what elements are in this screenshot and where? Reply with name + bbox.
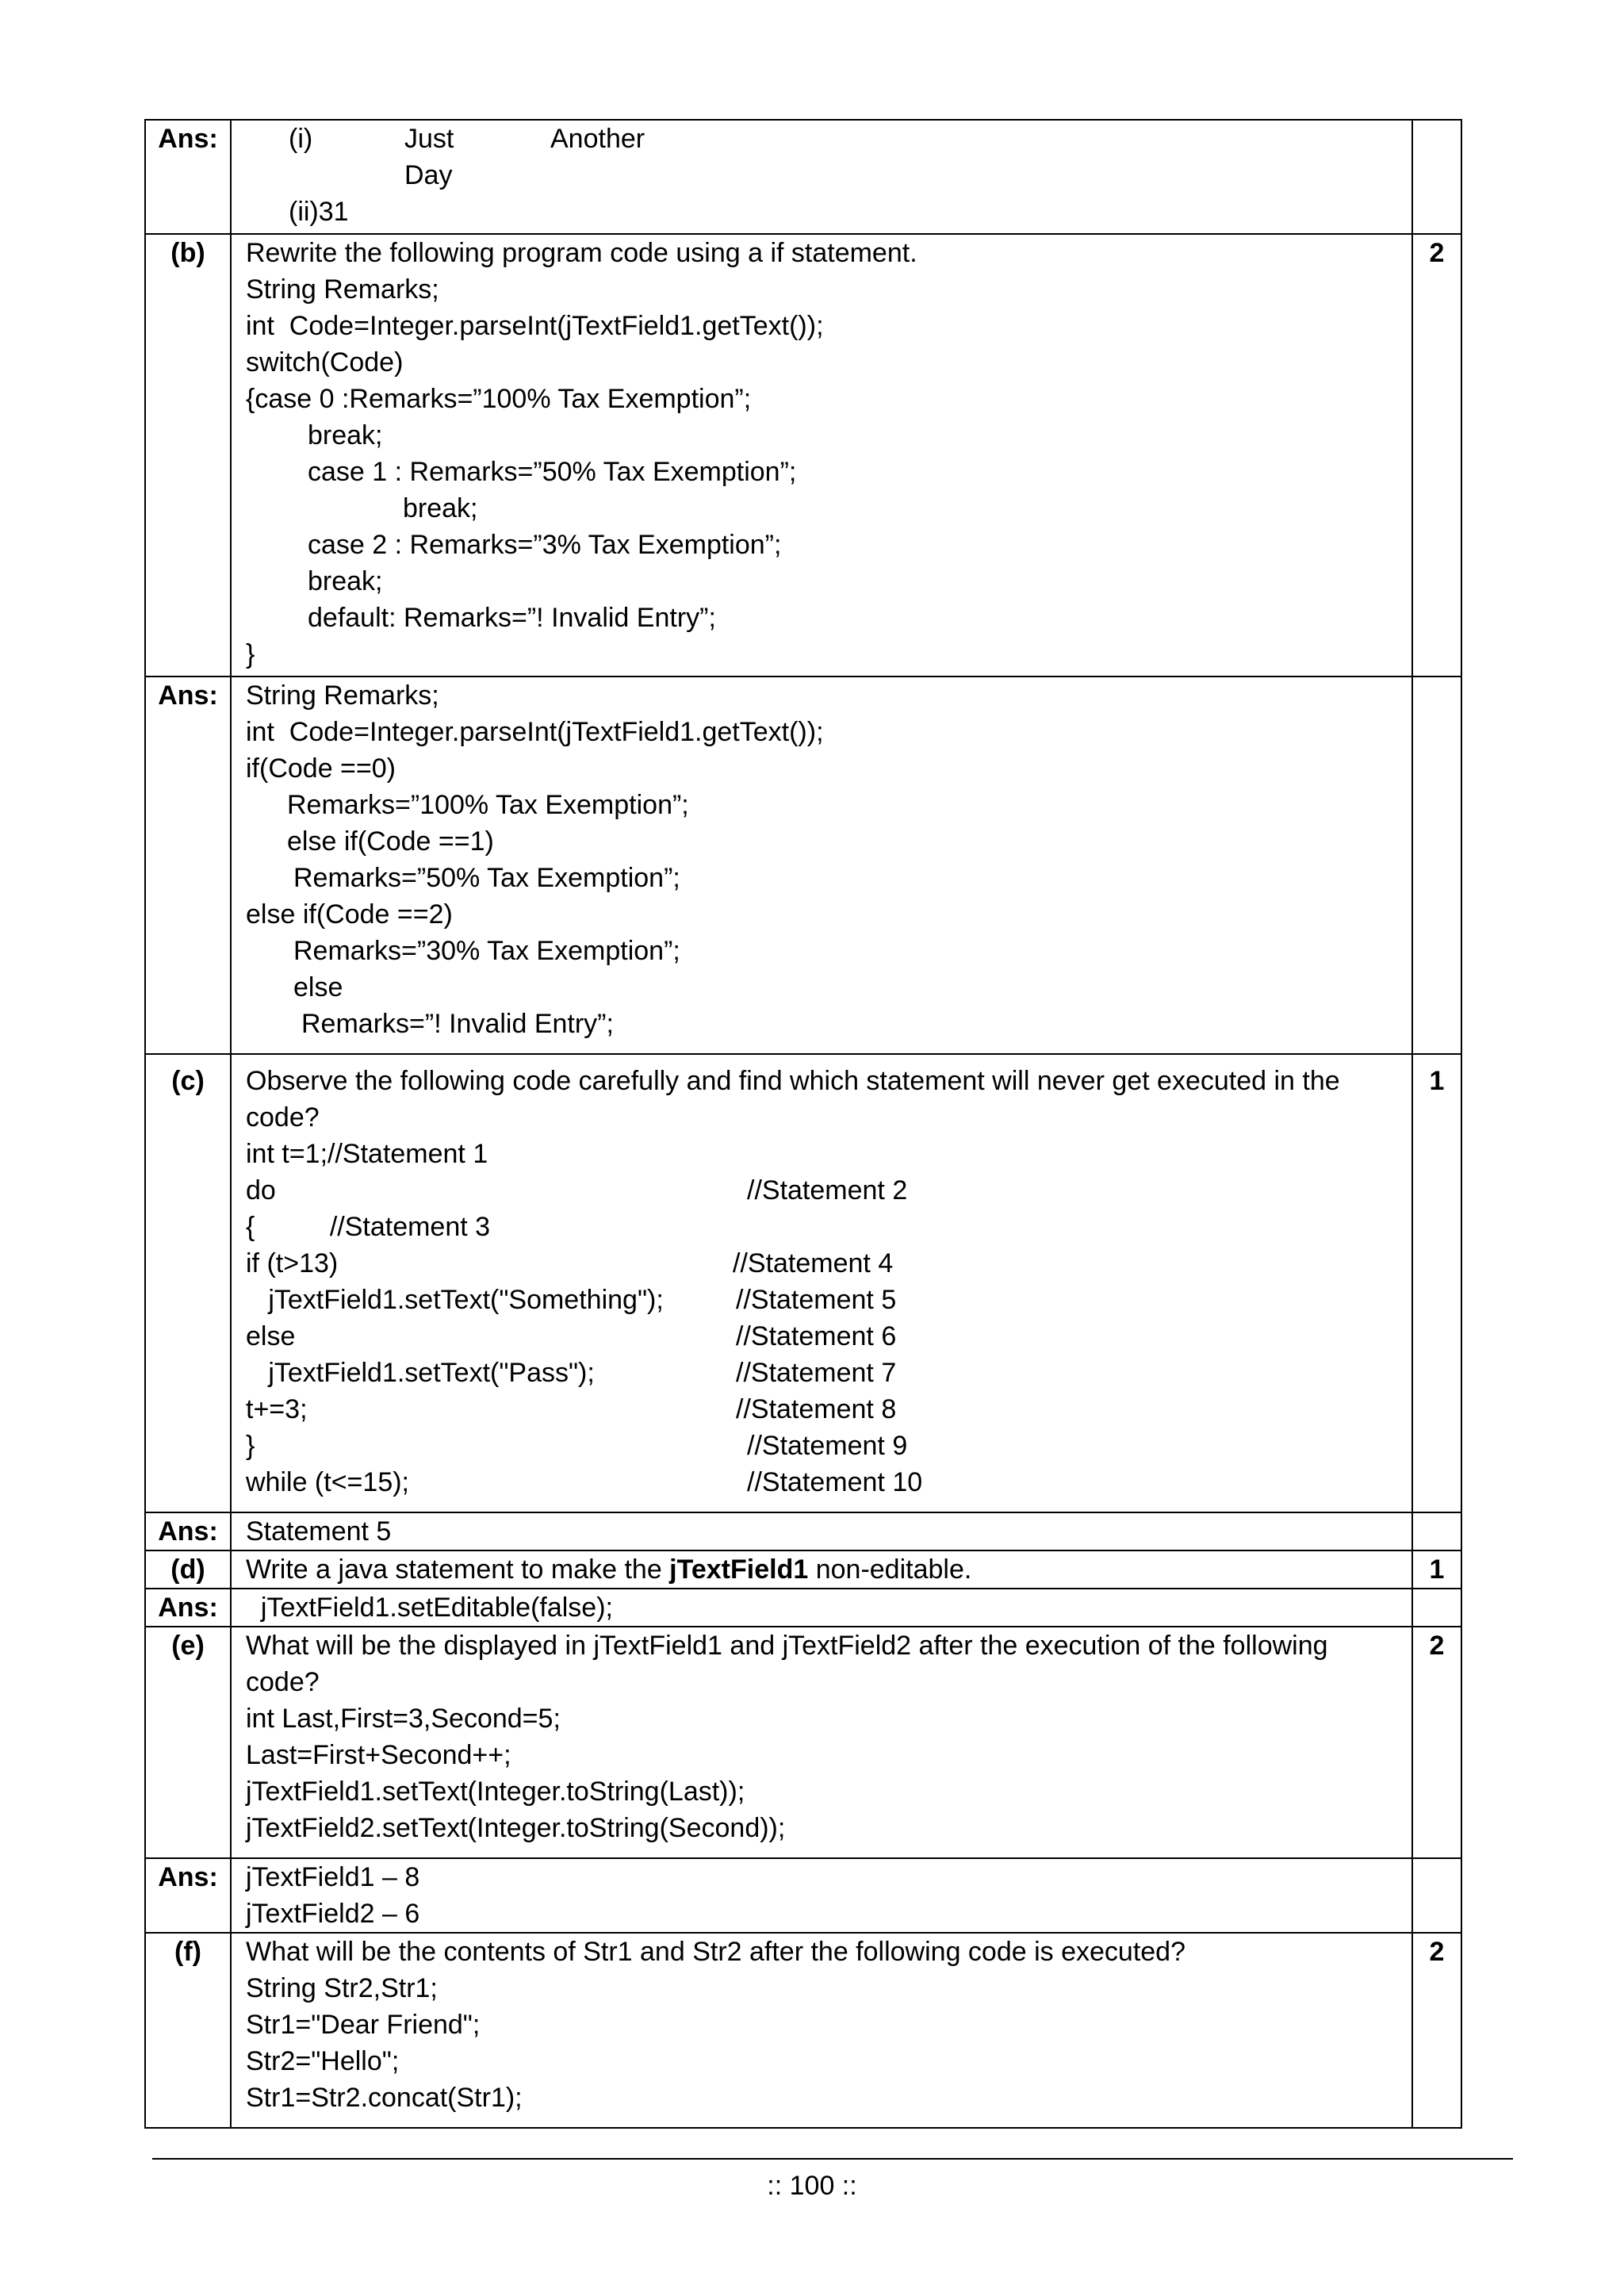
row-label: Ans: bbox=[145, 1512, 231, 1550]
code-line: Str1=Str2.concat(Str1); bbox=[246, 2083, 523, 2113]
code-line bbox=[246, 1172, 1411, 1209]
code-line: Remarks=”! Invalid Entry”; bbox=[301, 1009, 614, 1039]
row-label: Ans: bbox=[145, 1858, 231, 1933]
code-text: while (t<=15); bbox=[246, 1467, 409, 1497]
marks-cell: 2 bbox=[1412, 1933, 1461, 2128]
code-text: do bbox=[246, 1175, 276, 1205]
code-comment: //Statement 2 bbox=[747, 1175, 908, 1205]
code-line: default: Remarks=”! Invalid Entry”; bbox=[308, 603, 716, 633]
code-line: case 2 : Remarks=”3% Tax Exemption”; bbox=[308, 530, 782, 560]
code-text: t+=3; bbox=[246, 1394, 308, 1424]
code-line bbox=[246, 1318, 1411, 1355]
code-text: jTextField1.setText("Pass"); bbox=[246, 1358, 595, 1388]
code-line: {case 0 :Remarks=”100% Tax Exemption”; bbox=[246, 384, 752, 414]
code-line bbox=[246, 1428, 1411, 1464]
code-line: Str1="Dear Friend"; bbox=[246, 2010, 481, 2040]
row-label: (e) bbox=[145, 1627, 231, 1858]
code-line bbox=[246, 1245, 1411, 1282]
question-text: Rewrite the following program code using a if statement. bbox=[246, 238, 917, 268]
answer-content bbox=[231, 677, 1412, 1054]
question-content bbox=[231, 1054, 1412, 1512]
question-content bbox=[231, 234, 1412, 677]
marks-cell: 2 bbox=[1412, 1627, 1461, 1858]
code-text: } bbox=[246, 1431, 255, 1461]
code-line: int Code=Integer.parseInt(jTextField1.getText()); bbox=[246, 717, 824, 747]
code-text: jTextField1.setText("Something"); bbox=[246, 1285, 664, 1315]
code-line: } bbox=[246, 639, 255, 669]
code-line: Remarks=”100% Tax Exemption”; bbox=[287, 790, 689, 820]
question-content bbox=[231, 1550, 1412, 1589]
question-row-e bbox=[145, 1627, 1461, 1858]
code-line: else if(Code ==2) bbox=[246, 899, 453, 930]
code-comment: //Statement 4 bbox=[733, 1248, 894, 1278]
code-line bbox=[246, 1464, 1411, 1501]
code-line: int Last,First=3,Second=5; bbox=[246, 1704, 561, 1734]
row-label: Ans: bbox=[145, 677, 231, 1054]
row-label: Ans: bbox=[145, 1589, 231, 1627]
answer-row-c bbox=[145, 1512, 1461, 1550]
answer-content bbox=[231, 1512, 1412, 1550]
marks-cell bbox=[1412, 1589, 1461, 1627]
marks-cell: 1 bbox=[1412, 1054, 1461, 1512]
code-line: Last=First+Second++; bbox=[246, 1740, 511, 1770]
answer-word: Day bbox=[404, 160, 453, 190]
code-text: else bbox=[246, 1321, 296, 1351]
row-label: (f) bbox=[145, 1933, 231, 2128]
answer-content bbox=[231, 1858, 1412, 1933]
marks-cell bbox=[1412, 120, 1461, 234]
code-line: jTextField1.setText(Integer.toString(Last)); bbox=[246, 1777, 745, 1807]
question-text-start: Write a java statement to make the bbox=[246, 1554, 670, 1585]
marks-cell: 2 bbox=[1412, 234, 1461, 677]
question-row-f bbox=[145, 1933, 1461, 2128]
answer-content bbox=[231, 120, 1412, 234]
answer-content bbox=[231, 1589, 1412, 1627]
question-row-d bbox=[145, 1550, 1461, 1589]
footer-divider bbox=[152, 2158, 1513, 2160]
code-comment: //Statement 8 bbox=[736, 1394, 897, 1424]
code-line: String Str2,Str1; bbox=[246, 1973, 438, 2003]
code-line: break; bbox=[403, 493, 478, 523]
code-text: int t=1;//Statement 1 bbox=[246, 1139, 488, 1169]
answer-code: jTextField1.setEditable(false); bbox=[246, 1593, 613, 1623]
question-text: Observe the following code carefully and find which statement will never get executed in the code? bbox=[246, 1066, 1340, 1133]
code-line: jTextField2.setText(Integer.toString(Second)); bbox=[246, 1813, 786, 1843]
row-label: (d) bbox=[145, 1550, 231, 1589]
answer-row-b bbox=[145, 677, 1461, 1054]
code-line: break; bbox=[308, 566, 383, 596]
code-line: switch(Code) bbox=[246, 347, 404, 378]
code-line: String Remarks; bbox=[246, 680, 439, 711]
code-line: break; bbox=[308, 420, 383, 450]
question-text bbox=[246, 1551, 1411, 1588]
marks-cell bbox=[1412, 677, 1461, 1054]
answer-line: jTextField2 – 6 bbox=[246, 1899, 420, 1929]
answer-word: Another bbox=[550, 124, 645, 154]
question-row-c bbox=[145, 1054, 1461, 1512]
answer-part-ii: (ii)31 bbox=[289, 197, 349, 227]
answer-line: jTextField1 – 8 bbox=[246, 1862, 420, 1892]
marks-cell bbox=[1412, 1858, 1461, 1933]
code-line: int Code=Integer.parseInt(jTextField1.getText()); bbox=[246, 311, 824, 341]
code-line: Remarks=”30% Tax Exemption”; bbox=[293, 936, 680, 966]
question-text: What will be the contents of Str1 and Str2 after the following code is executed? bbox=[246, 1937, 1186, 1967]
code-line bbox=[246, 1209, 1411, 1245]
question-content bbox=[231, 1627, 1412, 1858]
code-text: if (t>13) bbox=[246, 1248, 339, 1278]
code-comment: //Statement 6 bbox=[736, 1321, 897, 1351]
component-name: jTextField1 bbox=[669, 1554, 809, 1585]
code-line: if(Code ==0) bbox=[246, 753, 396, 784]
code-line bbox=[246, 1391, 1411, 1428]
answer-row-a bbox=[145, 120, 1461, 234]
answer-word: Just bbox=[404, 124, 454, 154]
marks-cell bbox=[1412, 1512, 1461, 1550]
code-line: Remarks=”50% Tax Exemption”; bbox=[293, 863, 680, 893]
question-row-b bbox=[145, 234, 1461, 677]
code-comment: //Statement 5 bbox=[736, 1285, 897, 1315]
row-label: Ans: bbox=[145, 120, 231, 234]
code-line bbox=[246, 1136, 1411, 1172]
row-label: (b) bbox=[145, 234, 231, 677]
question-answer-table bbox=[144, 119, 1462, 2129]
code-line: String Remarks; bbox=[246, 274, 439, 305]
marks-cell: 1 bbox=[1412, 1550, 1461, 1589]
page-number: :: 100 :: bbox=[767, 2171, 857, 2201]
code-line: else if(Code ==1) bbox=[287, 826, 494, 857]
code-comment: //Statement 7 bbox=[736, 1358, 897, 1388]
code-comment: //Statement 9 bbox=[747, 1431, 908, 1461]
code-line: else bbox=[293, 972, 343, 1002]
question-content bbox=[231, 1933, 1412, 2128]
answer-text: Statement 5 bbox=[246, 1516, 392, 1547]
code-comment: //Statement 10 bbox=[747, 1467, 923, 1497]
question-text-end: non-editable. bbox=[808, 1554, 972, 1585]
code-line bbox=[246, 1282, 1411, 1318]
code-line: case 1 : Remarks=”50% Tax Exemption”; bbox=[308, 457, 797, 487]
code-text: { //Statement 3 bbox=[246, 1212, 491, 1242]
row-label: (c) bbox=[145, 1054, 231, 1512]
answer-row-d bbox=[145, 1589, 1461, 1627]
code-line: Str2="Hello"; bbox=[246, 2046, 400, 2076]
code-line bbox=[246, 1355, 1411, 1391]
answer-row-e bbox=[145, 1858, 1461, 1933]
answer-part-i-label: (i) bbox=[289, 124, 313, 154]
question-text: What will be the displayed in jTextField1 and jTextField2 after the execution of the following code? bbox=[246, 1631, 1328, 1697]
